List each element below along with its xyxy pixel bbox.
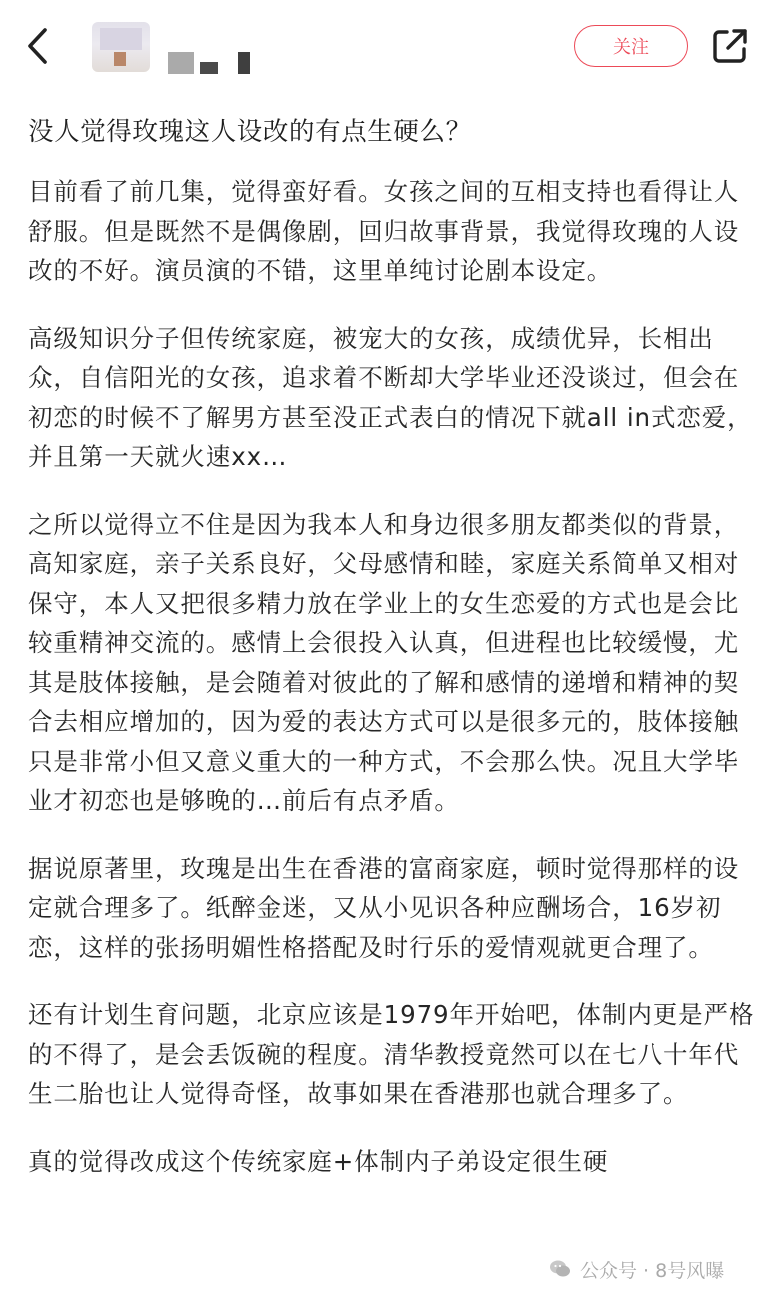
post-article: [28, 112, 756, 1181]
post-paragraph: 高级知识分子但传统家庭，被宠大的女孩，成绩优异，长相出众，自信阳光的女孩，追求着不断却大学毕业还没谈过，但会在初恋的时候不了解男方甚至没正式表白的情况下就all in式恋爱，并且第一天就火速xx…: [28, 323, 753, 471]
avatar-blur: [100, 28, 142, 50]
username-blur-block: [238, 52, 250, 74]
share-button[interactable]: [708, 24, 752, 68]
post-paragraph: 还有计划生育问题，北京应该是1979年开始吧，体制内更是严格的不得了，是会丢饭碗的程度。清华教授竟然可以在七八十年代生二胎也让人觉得奇怪，故事如果在香港那也就合理多了。: [28, 1000, 755, 1108]
chevron-left-icon: [25, 26, 51, 66]
top-bar: [0, 0, 780, 96]
avatar[interactable]: [92, 22, 150, 72]
watermark: [548, 1254, 724, 1284]
username-blur-block: [168, 52, 194, 74]
post-title: 没人觉得玫瑰这人设改的有点生硬么？: [28, 117, 472, 147]
post-paragraph: 之所以觉得立不住是因为我本人和身边很多朋友都类似的背景，高知家庭，亲子关系良好，父母感情和睦，家庭关系简单又相对保守，本人又把很多精力放在学业上的女生恋爱的方式也是会比较重精神交流的。感情上会很投入认真，但进程也比较缓慢，尤其是肢体接触，是会随着对彼此的了解和感情的递增和精神的契合去相应增加的，因为爱的表达方式可以是很多元的，肢体接触只是非常小但又意义重大的一种方式，不会那么快。况且大学毕业才初恋也是够晚的…前后有点矛盾。: [28, 509, 740, 815]
post-paragraph: 目前看了前几集，觉得蛮好看。女孩之间的互相支持也看得让人舒服。但是既然不是偶像剧，回归故事背景，我觉得玫瑰的人设改的不好。演员演的不错，这里单纯讨论剧本设定。: [28, 177, 740, 285]
username-blurred[interactable]: [168, 40, 250, 74]
follow-button[interactable]: 关注: [574, 25, 688, 67]
avatar-pixel: [114, 52, 126, 66]
post-paragraph: 据说原著里，玫瑰是出生在香港的富商家庭，顿时觉得那样的设定就合理多了。纸醉金迷，又从小见识各种应酬场合，16岁初恋，这样的张扬明媚性格搭配及时行乐的爱情观就更合理了。: [28, 853, 740, 962]
back-button[interactable]: [18, 20, 58, 72]
username-blur-block: [200, 62, 218, 74]
watermark-text: 公众号 · 8号风曝: [580, 1259, 725, 1282]
post-last-line: 真的觉得改成这个传统家庭+体制内子弟设定很生硬: [28, 1146, 609, 1176]
wechat-logo-icon: [548, 1257, 572, 1281]
share-external-icon: [711, 27, 749, 65]
